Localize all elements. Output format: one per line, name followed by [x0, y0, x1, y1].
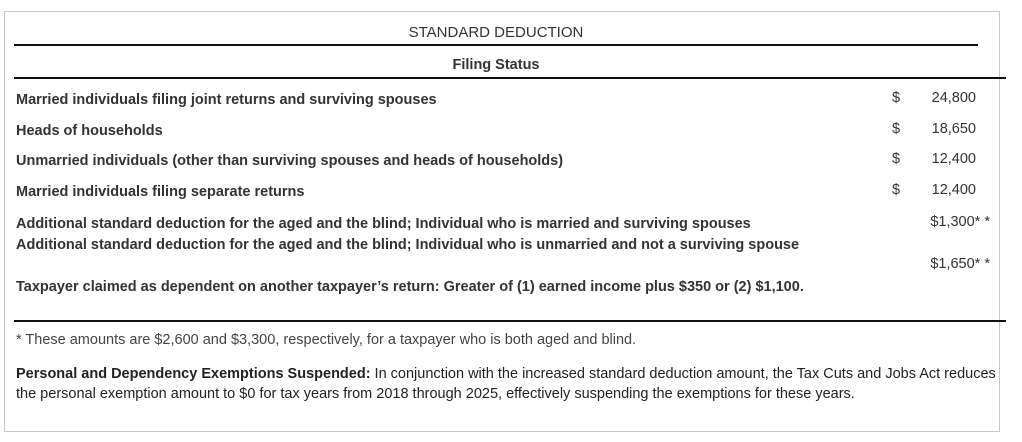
row-currency-heads: $ [892, 121, 901, 137]
exemptions-note [16, 364, 996, 404]
footnote: * These amounts are $2,600 and $3,300, respectively, for a taxpayer who is both aged and blind. [16, 332, 637, 348]
row-label-dependent: Taxpayer claimed as dependent on another taxpayer’s return: Greater of (1) earned income plus $350 or (2) $1,100. [16, 279, 804, 295]
row-label-unmarried: Unmarried individuals (other than surviving spouses and heads of households) [16, 153, 564, 169]
row-currency-separate: $ [892, 182, 901, 198]
row-amount-separate: 12,400 [931, 182, 976, 198]
exemptions-note-heading: Personal and Dependency Exemptions Suspended: [16, 366, 371, 382]
row-currency-joint: $ [892, 90, 901, 106]
column-header-filing-status: Filing Status [452, 57, 540, 73]
exemptions-note-text: In conjunction with the increased standard deduction amount, the Tax Cuts and Jobs Act reduces the personal exemption amount to $0 for tax years from 2018 through 2025, effectively suspending the exemptions for these years. [16, 366, 996, 402]
row-amount-aged-married: $1,300* * [930, 214, 990, 230]
table-title: STANDARD DEDUCTION [408, 24, 584, 41]
row-amount-unmarried: 12,400 [931, 151, 976, 167]
title-rule [14, 44, 978, 46]
row-label-joint: Married individuals filing joint returns and surviving spouses [16, 92, 437, 108]
row-label-aged-married: Additional standard deduction for the aged and the blind; Individual who is married and surviving spouses [16, 216, 751, 232]
footer-rule [14, 320, 1006, 322]
row-label-aged-unmarried: Additional standard deduction for the aged and the blind; Individual who is unmarried and not a surviving spouse [16, 237, 800, 253]
row-currency-unmarried: $ [892, 151, 901, 167]
row-label-separate: Married individuals filing separate returns [16, 184, 305, 200]
row-amount-joint: 24,800 [931, 90, 976, 106]
header-rule [14, 77, 1006, 79]
row-amount-heads: 18,650 [931, 121, 976, 137]
row-label-heads: Heads of households [16, 123, 163, 139]
row-amount-aged-unmarried: $1,650* * [930, 256, 990, 272]
